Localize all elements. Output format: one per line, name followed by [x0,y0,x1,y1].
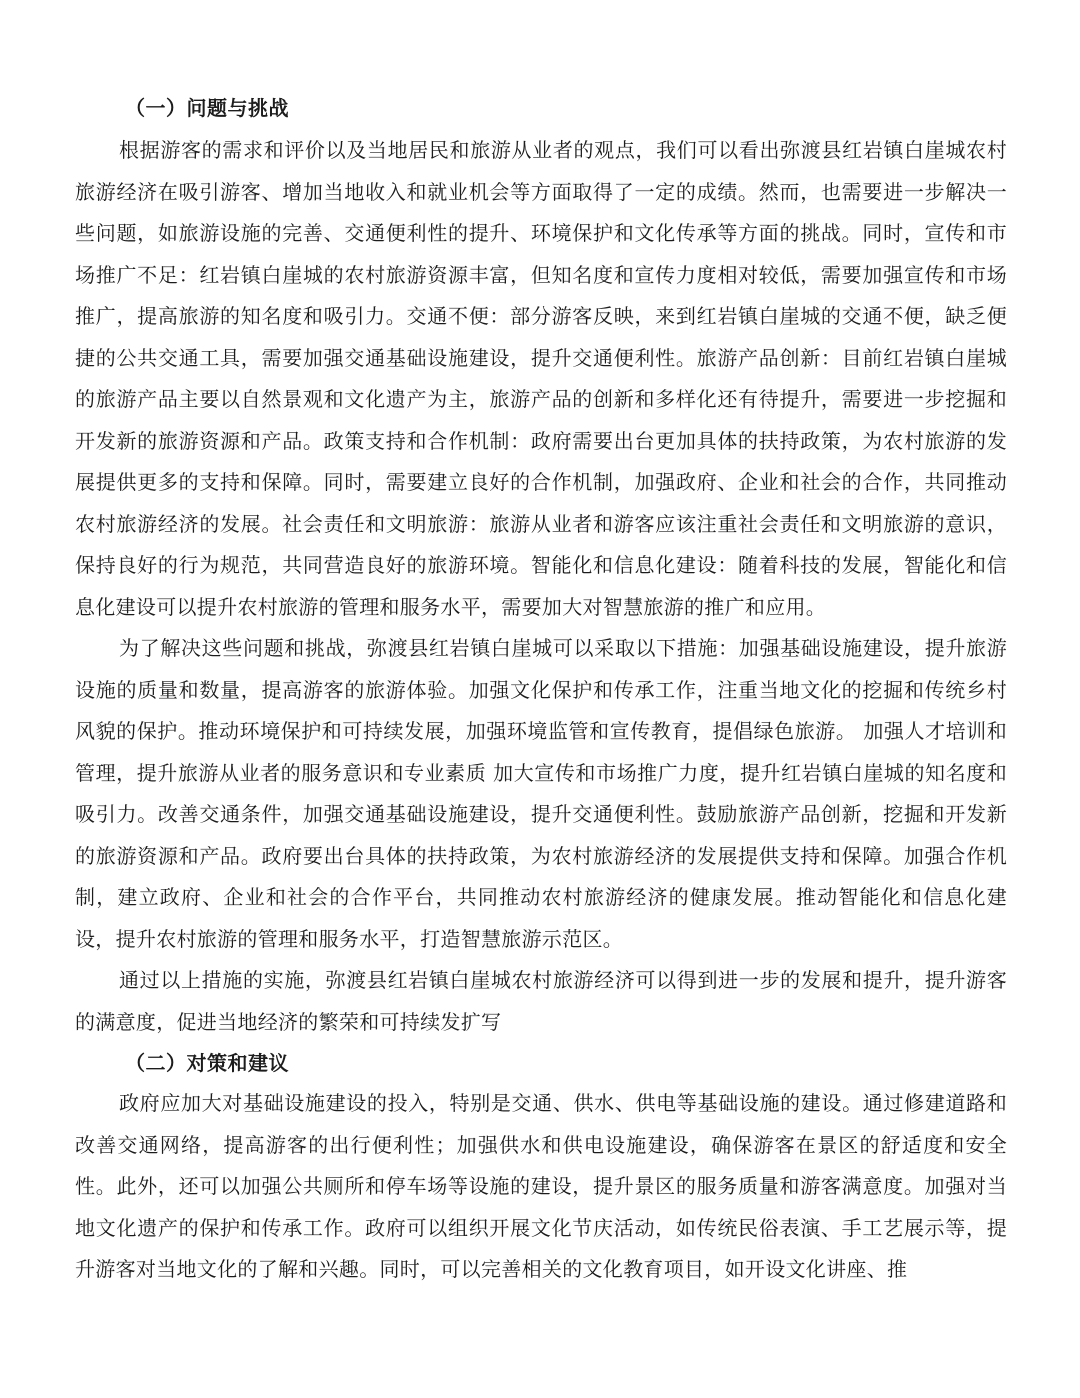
paragraph-infrastructure-culture: 政府应加大对基础设施建设的投入，特别是交通、供水、供电等基础设施的建设。通过修建道路和改善交通网络，提高游客的出行便利性；加强供水和供电设施建设，确保游客在景区的舒适度和安全性。此外，还可以加强公共厕所和停车场等设施的建设，提升景区的服务质量和游客满意度。加强对当地文化遗产的保护和传承工作。政府可以组织开展文化节庆活动，如传统民俗表演、手工艺展示等，提升游客对当地文化的了解和兴趣。同时，可以完善相关的文化教育项目，如开设文化讲座、推 [75,1091,1007,1281]
document-body [75,88,1007,1291]
paragraph-outcome: 通过以上措施的实施，弥渡县红岩镇白崖城农村旅游经济可以得到进一步的发展和提升，提升游客的满意度，促进当地经济的繁荣和可持续发扩写 [75,968,1007,1034]
paragraph-problems-overview: 根据游客的需求和评价以及当地居民和旅游从业者的观点，我们可以看出弥渡县红岩镇白崖城农村旅游经济在吸引游客、增加当地收入和就业机会等方面取得了一定的成绩。然而，也需要进一步解决一些问题，如旅游设施的完善、交通便利性的提升、环境保护和文化传承等方面的挑战。同时，宣传和市场推广不足：红岩镇白崖城的农村旅游资源丰富，但知名度和宣传力度相对较低，需要加强宣传和市场推广，提高旅游的知名度和吸引力。交通不便：部分游客反映，来到红岩镇白崖城的交通不便，缺乏便捷的公共交通工具，需要加强交通基础设施建设，提升交通便利性。旅游产品创新：目前红岩镇白崖城的旅游产品主要以自然景观和文化遗产为主，旅游产品的创新和多样化还有待提升，需要进一步挖掘和开发新的旅游资源和产品。政策支持和合作机制：政府需要出台更加具体的扶持政策，为农村旅游的发展提供更多的支持和保障。同时，需要建立良好的合作机制，加强政府、企业和社会的合作，共同推动农村旅游经济的发展。社会责任和文明旅游：旅游从业者和游客应该注重社会责任和文明旅游的意识，保持良好的行为规范，共同营造良好的旅游环境。智能化和信息化建设：随着科技的发展，智能化和信息化建设可以提升农村旅游的管理和服务水平，需要加大对智慧旅游的推广和应用。 [75,138,1007,619]
section-heading-countermeasures: （二）对策和建议 [125,1051,289,1075]
section-heading-problems-challenges: （一）问题与挑战 [125,96,289,120]
paragraph-measures: 为了解决这些问题和挑战，弥渡县红岩镇白崖城可以采取以下措施：加强基础设施建设，提升旅游设施的质量和数量，提高游客的旅游体验。加强文化保护和传承工作，注重当地文化的挖掘和传统乡村风貌的保护。推动环境保护和可持续发展，加强环境监管和宣传教育，提倡绿色旅游。 加强人才培训和管理，提升旅游从业者的服务意识和专业素质 加大宣传和市场推广力度，提升红岩镇白崖城的知名度和吸引力。改善交通条件，加强交通基础设施建设，提升交通便利性。鼓励旅游产品创新，挖掘和开发新的旅游资源和产品。政府要出台具体的扶持政策，为农村旅游经济的发展提供支持和保障。加强合作机制，建立政府、企业和社会的合作平台，共同推动农村旅游经济的健康发展。推动智能化和信息化建设，提升农村旅游的管理和服务水平，打造智慧旅游示范区。 [75,636,1007,951]
